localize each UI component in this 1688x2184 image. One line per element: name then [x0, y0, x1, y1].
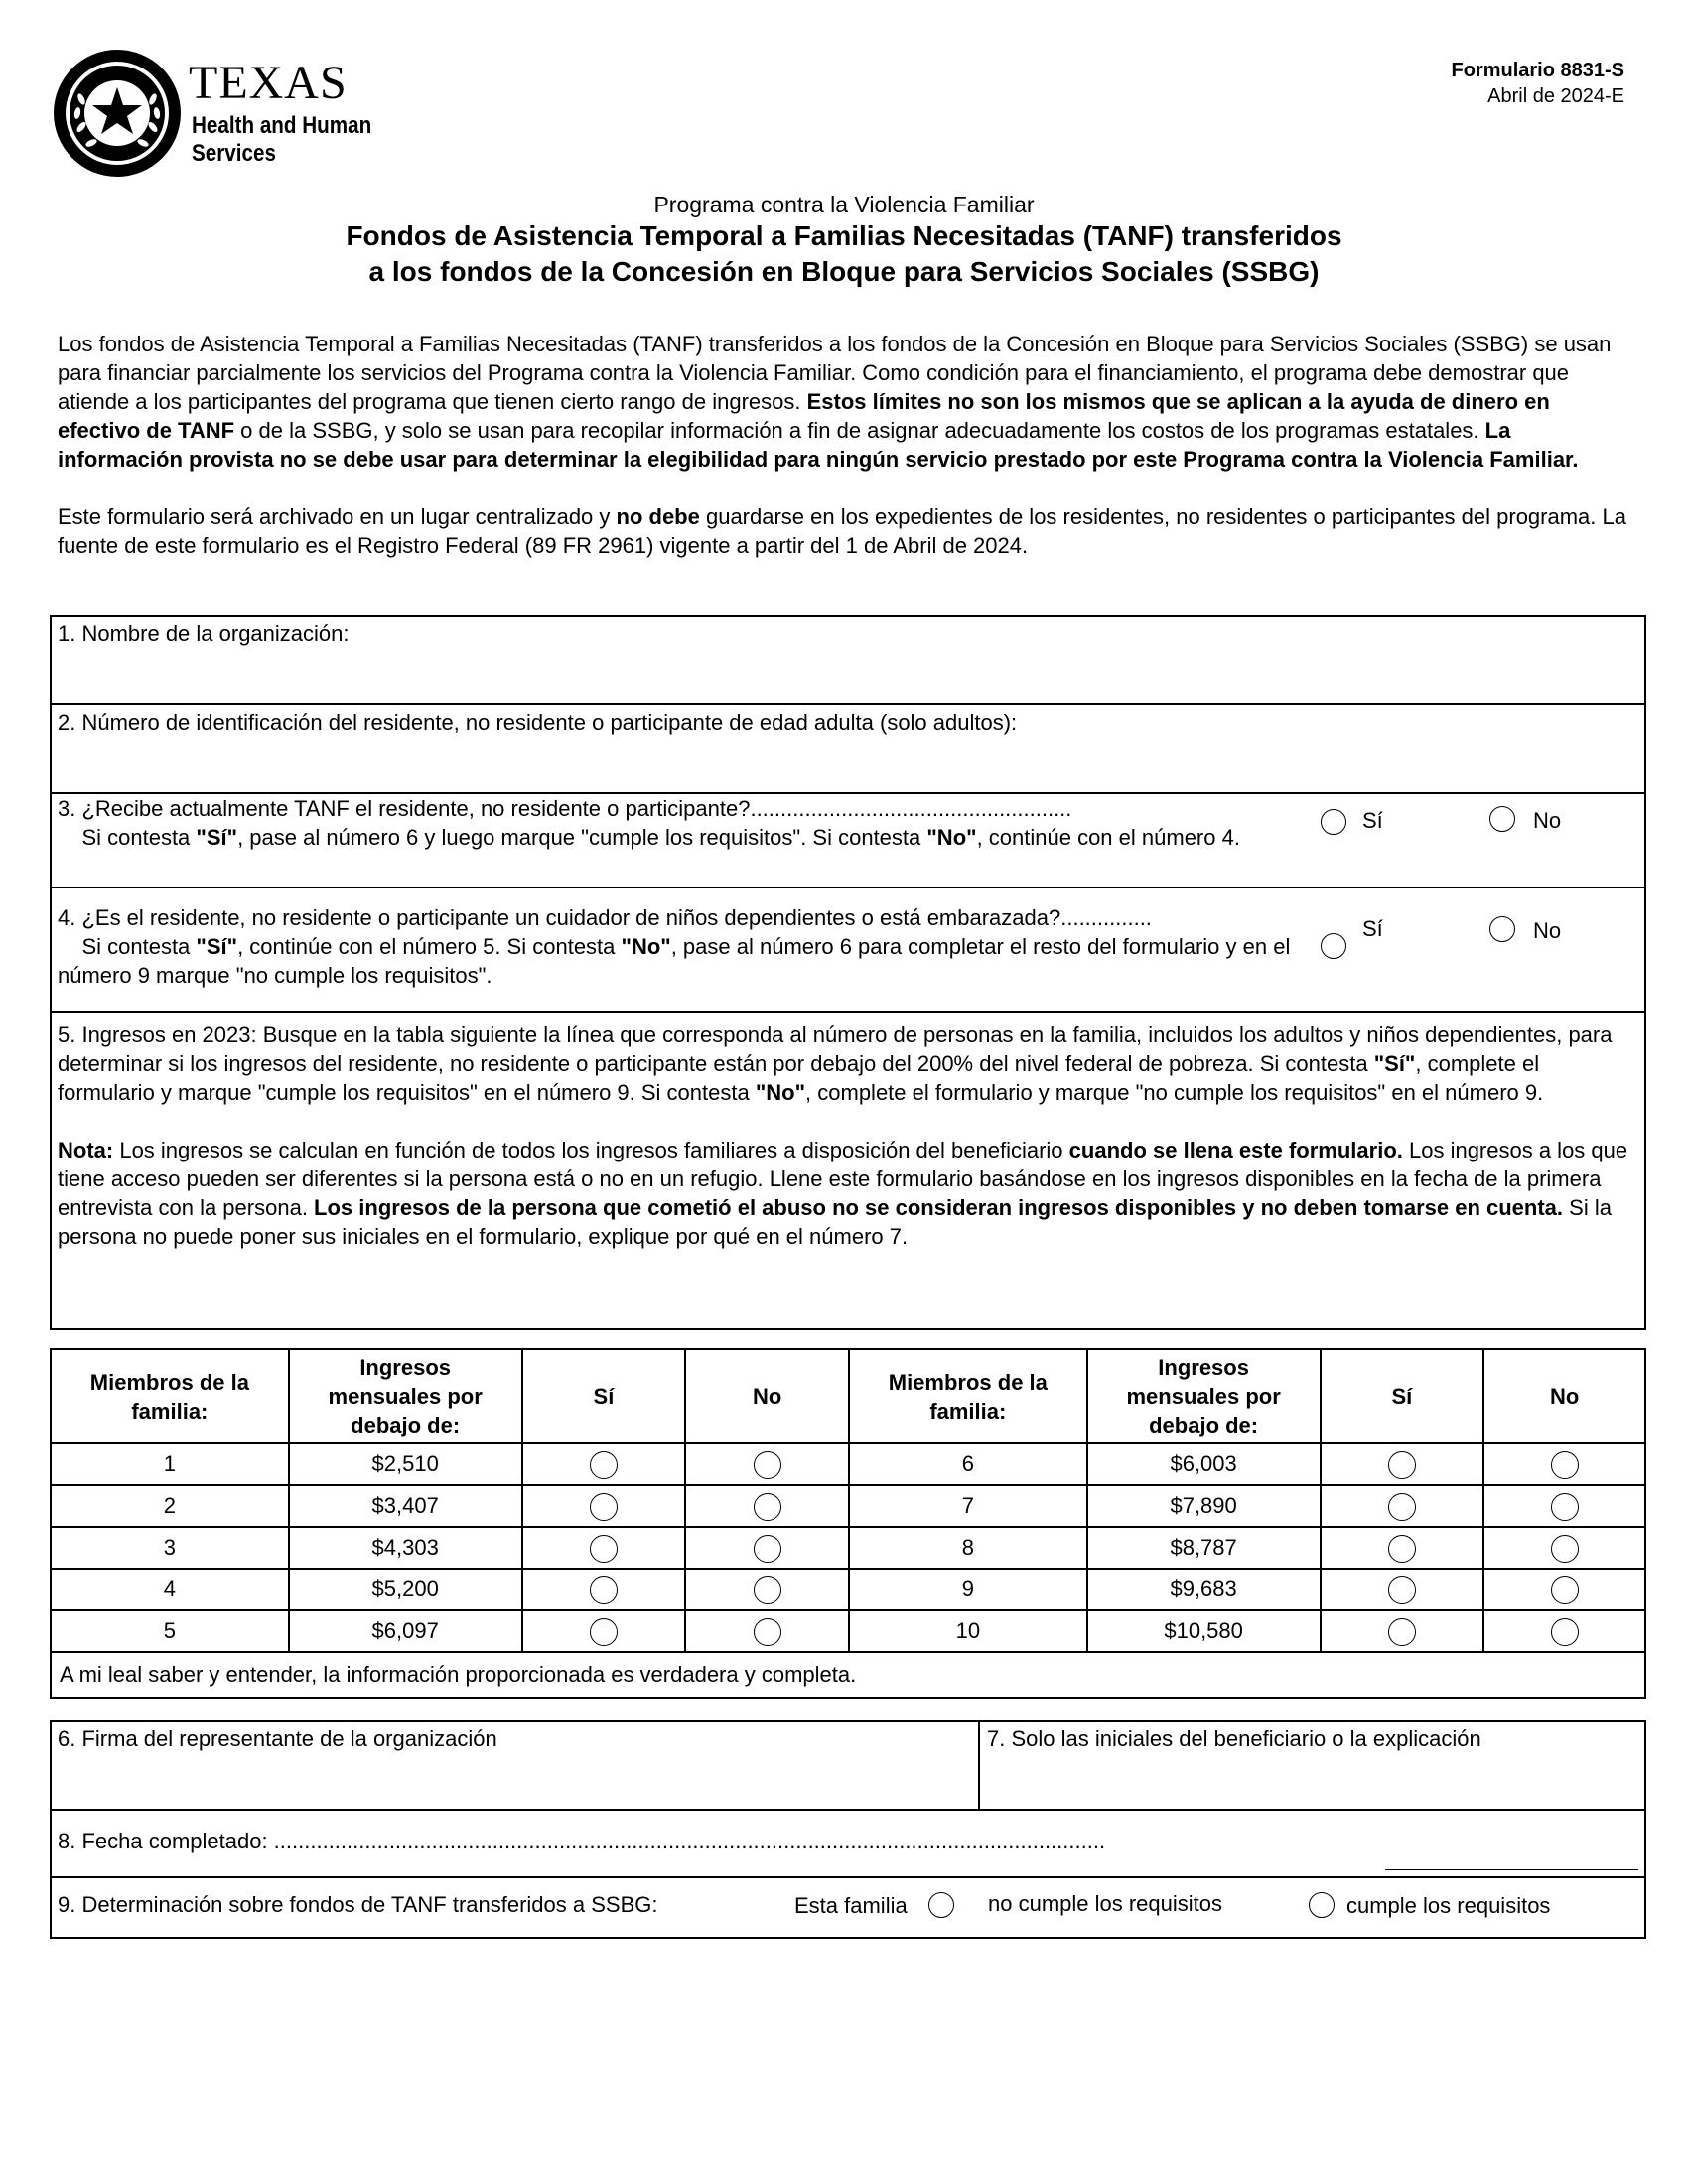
- income-cell: $2,510: [289, 1443, 522, 1485]
- intro-paragraph-2: [58, 502, 1636, 560]
- q5-no: "No": [755, 1080, 806, 1105]
- no-radio[interactable]: [754, 1576, 781, 1604]
- question-5: [58, 1021, 1642, 1251]
- field-1-label: 1. Nombre de la organización:: [58, 621, 350, 646]
- yes-cell: [1321, 1443, 1484, 1485]
- intro-p2-bold: no debe: [616, 504, 700, 529]
- q4-pre: Si contesta: [81, 934, 197, 959]
- divider: [50, 887, 1646, 888]
- yes-cell: [522, 1485, 686, 1527]
- field-signature[interactable]: [58, 1724, 971, 1804]
- q9-not-meet-label: no cumple los requisitos: [988, 1891, 1223, 1916]
- question-3-text: 3. ¿Recibe actualmente TANF el residente, no residente o participante?.....................................................: [58, 796, 1072, 821]
- attestation-row: [51, 1652, 1645, 1698]
- q4-si: "Sí": [196, 934, 238, 959]
- title-line-2: a los fondos de la Concesión en Bloque para Servicios Sociales (SSBG): [368, 256, 1320, 287]
- income-table-header: [51, 1349, 1645, 1443]
- spacer: [58, 1107, 1642, 1136]
- field-date-completed[interactable]: [58, 1827, 1378, 1855]
- yes-radio[interactable]: [1388, 1493, 1416, 1521]
- yes-cell: [522, 1527, 686, 1569]
- intro-p1-c: o de la SSBG, y solo se usan para recopilar información a fin de asignar adecuadamente los costos de los programas estatales.: [234, 418, 1485, 443]
- q4-no: "No": [621, 934, 671, 959]
- no-radio[interactable]: [1551, 1535, 1579, 1563]
- members-cell: 7: [849, 1485, 1087, 1527]
- yes-radio[interactable]: [1388, 1618, 1416, 1646]
- intro-p1-bold-2: La información provista no se debe usar para determinar la elegibilidad para ningún servicio prestado por este Programa contra la Violencia Familiar.: [58, 418, 1579, 472]
- field-initials[interactable]: [987, 1724, 1637, 1804]
- table-row: [51, 1527, 1645, 1569]
- income-cell: $7,890: [1087, 1485, 1321, 1527]
- field-2-label: 2. Número de identificación del residente, no residente o participante de edad adulta (solo adultos):: [58, 710, 1018, 735]
- no-radio[interactable]: [754, 1535, 781, 1563]
- members-cell: 4: [51, 1569, 289, 1610]
- income-cell: $5,200: [289, 1569, 522, 1610]
- no-radio[interactable]: [754, 1618, 781, 1646]
- no-cell: [685, 1610, 849, 1652]
- q9-family-label: Esta familia: [794, 1893, 908, 1918]
- no-cell: [1483, 1569, 1645, 1610]
- question-4: [58, 903, 1299, 990]
- field-participant-id[interactable]: [58, 708, 1636, 787]
- income-cell: $8,787: [1087, 1527, 1321, 1569]
- header-members: Miembros de la familia:: [51, 1349, 289, 1443]
- intro-p2-a: Este formulario será archivado en un lugar centralizado y: [58, 504, 617, 529]
- field-9-label: 9. Determinación sobre fondos de TANF transferidos a SSBG:: [58, 1892, 658, 1917]
- logo-sub-line-2: Services: [192, 140, 276, 167]
- income-cell: $10,580: [1087, 1610, 1321, 1652]
- income-table: [50, 1348, 1646, 1699]
- no-radio[interactable]: [754, 1451, 781, 1479]
- logo-subtitle: [192, 112, 371, 168]
- intro-paragraph-1: [58, 330, 1636, 474]
- q4-yes-radio[interactable]: [1321, 933, 1346, 959]
- field-6-label: 6. Firma del representante de la organización: [58, 1726, 497, 1751]
- date-underline: [1385, 1869, 1638, 1870]
- no-cell: [1483, 1527, 1645, 1569]
- title-line-1: Fondos de Asistencia Temporal a Familias Necesitadas (TANF) transferidos: [346, 220, 1342, 251]
- header-no: No: [1483, 1349, 1645, 1443]
- form-number: Formulario 8831-S: [1451, 60, 1624, 81]
- income-cell: $6,003: [1087, 1443, 1321, 1485]
- yes-cell: [1321, 1610, 1484, 1652]
- no-cell: [685, 1569, 849, 1610]
- header-yes: Sí: [522, 1349, 686, 1443]
- members-cell: 5: [51, 1610, 289, 1652]
- question-5-note: [58, 1136, 1642, 1251]
- note-c: Los ingresos a los que tiene acceso pueden ser diferentes si la persona está o no en un refugio. Llene este formulario basándose en los ingresos disponibles en la fecha de la primera entrevista con la persona.: [58, 1138, 1628, 1220]
- income-cell: $3,407: [289, 1485, 522, 1527]
- yes-radio[interactable]: [1388, 1535, 1416, 1563]
- q3-yes-label: Sí: [1362, 808, 1383, 833]
- q4-end: , pase al número 6 para completar el resto del formulario y en el número 9 marque "no cumple los requisitos".: [58, 934, 1291, 988]
- header-income: Ingresos mensuales por debajo de:: [1087, 1349, 1321, 1443]
- title-block: [0, 191, 1688, 290]
- q3-pre: Si contesta: [81, 825, 197, 850]
- question-5-text: [58, 1021, 1642, 1107]
- no-radio[interactable]: [1551, 1618, 1579, 1646]
- q3-no-label: No: [1533, 808, 1562, 833]
- q4-yes-label: Sí: [1362, 916, 1383, 941]
- no-cell: [685, 1527, 849, 1569]
- field-7-label: 7. Solo las iniciales del beneficiario o la explicación: [987, 1726, 1481, 1751]
- q3-no-radio[interactable]: [1489, 806, 1515, 832]
- divider: [50, 703, 1646, 705]
- no-radio[interactable]: [1551, 1576, 1579, 1604]
- members-cell: 1: [51, 1443, 289, 1485]
- note-a: Los ingresos se calculan en función de todos los ingresos familiares a disposición del beneficiario: [113, 1138, 1069, 1162]
- divider: [50, 1876, 1646, 1878]
- table-row: [51, 1610, 1645, 1652]
- divider: [978, 1720, 980, 1810]
- header-income: Ingresos mensuales por debajo de:: [289, 1349, 522, 1443]
- q5-si: "Sí": [1373, 1051, 1416, 1076]
- members-cell: 9: [849, 1569, 1087, 1610]
- yes-cell: [1321, 1485, 1484, 1527]
- header-yes: Sí: [1321, 1349, 1484, 1443]
- yes-cell: [1321, 1569, 1484, 1610]
- yes-radio[interactable]: [590, 1576, 618, 1604]
- q5-b: , complete el formulario y marque "cumple los requisitos" en el número 9. Si contesta: [58, 1051, 1540, 1105]
- header-no: No: [685, 1349, 849, 1443]
- note-e: Si la persona no puede poner sus iniciales en el formulario, explique por qué en el número 7.: [58, 1195, 1612, 1249]
- form-date: Abril de 2024-E: [1487, 85, 1624, 107]
- divider: [50, 1809, 1646, 1811]
- intro-p1-bold-1: Estos límites no son los mismos que se aplican a la ayuda de dinero en efectivo de TANF: [58, 389, 1550, 443]
- yes-radio[interactable]: [1388, 1576, 1416, 1604]
- intro-p1-a: Los fondos de Asistencia Temporal a Familias Necesitadas (TANF) transferidos a los fondos de la Concesión en Bloque para Servicios Sociales (SSBG) se usan para financiar parcialmente los servicios del Programa contra la Violencia Familiar. Como condición para el financiamiento, el programa debe demostrar que atiende a los participantes del programa que tienen cierto rango de ingresos.: [58, 332, 1612, 414]
- logo-word: TEXAS: [189, 57, 348, 109]
- no-cell: [1483, 1610, 1645, 1652]
- q5-a: 5. Ingresos en 2023: Busque en la tabla siguiente la línea que corresponda al número de personas en la familia, incluidos los adultos y niños dependientes, para determinar si los ingresos del residente, no residente o participante están por debajo del 200% del nivel federal de pobreza. Si contesta: [58, 1023, 1613, 1076]
- field-8-label: 8. Fecha completado: .........................................................................................................................................: [58, 1829, 1106, 1853]
- no-radio[interactable]: [1551, 1451, 1579, 1479]
- table-row: [51, 1485, 1645, 1527]
- q5-c: , complete el formulario y marque "no cumple los requisitos" en el número 9.: [805, 1080, 1544, 1105]
- yes-cell: [522, 1443, 686, 1485]
- note-label: Nota:: [58, 1138, 114, 1162]
- yes-radio[interactable]: [590, 1451, 618, 1479]
- members-cell: 6: [849, 1443, 1087, 1485]
- q3-no: "No": [926, 825, 977, 850]
- income-cell: $9,683: [1087, 1569, 1321, 1610]
- question-4-instructions: [58, 932, 1299, 990]
- q3-end: , continúe con el número 4.: [976, 825, 1240, 850]
- income-cell: $4,303: [289, 1527, 522, 1569]
- yes-cell: [1321, 1527, 1484, 1569]
- members-cell: 8: [849, 1527, 1087, 1569]
- table-row: [51, 1569, 1645, 1610]
- q3-yes-radio[interactable]: [1321, 809, 1346, 835]
- yes-radio[interactable]: [1388, 1451, 1416, 1479]
- note-b: cuando se llena este formulario.: [1068, 1138, 1403, 1162]
- members-cell: 3: [51, 1527, 289, 1569]
- q4-no-label: No: [1533, 918, 1562, 943]
- no-cell: [685, 1443, 849, 1485]
- q4-no-radio[interactable]: [1489, 916, 1515, 942]
- note-d: Los ingresos de la persona que cometió el abuso no se consideran ingresos disponibles y no deben tomarse en cuenta.: [314, 1195, 1564, 1220]
- intro-text: [58, 330, 1636, 589]
- q4-mid: , continúe con el número 5. Si contesta: [237, 934, 622, 959]
- yes-radio[interactable]: [590, 1535, 618, 1563]
- divider: [50, 1011, 1646, 1013]
- table-row: [51, 1443, 1645, 1485]
- yes-cell: [522, 1569, 686, 1610]
- no-cell: [685, 1485, 849, 1527]
- question-3-instructions: [58, 823, 1299, 852]
- q9-meet-label: cumple los requisitos: [1346, 1893, 1551, 1918]
- yes-radio[interactable]: [590, 1493, 618, 1521]
- intro-p2-c: guardarse en los expedientes de los residentes, no residentes o participantes del programa. La fuente de este formulario es el Registro Federal (89 FR 2961) vigente a partir del 1 de Abril de 2024.: [58, 504, 1626, 558]
- yes-cell: [522, 1610, 686, 1652]
- form-identifier: [1451, 58, 1624, 109]
- no-radio[interactable]: [754, 1493, 781, 1521]
- yes-radio[interactable]: [590, 1618, 618, 1646]
- q3-mid: , pase al número 6 y luego marque "cumple los requisitos". Si contesta: [237, 825, 927, 850]
- q9-meet-radio[interactable]: [1309, 1892, 1335, 1918]
- q3-si: "Sí": [196, 825, 238, 850]
- field-organization-name[interactable]: [58, 619, 1636, 699]
- no-radio[interactable]: [1551, 1493, 1579, 1521]
- members-cell: 10: [849, 1610, 1087, 1652]
- texas-hhs-seal-icon: [52, 48, 183, 179]
- income-cell: $6,097: [289, 1610, 522, 1652]
- attestation-text: A mi leal saber y entender, la información proporcionada es verdadera y completa.: [51, 1652, 1645, 1698]
- question-3: [58, 794, 1299, 852]
- no-cell: [1483, 1443, 1645, 1485]
- logo-sub-line-1: Health and Human: [192, 112, 372, 139]
- no-cell: [1483, 1485, 1645, 1527]
- q9-not-meet-radio[interactable]: [928, 1892, 954, 1918]
- members-cell: 2: [51, 1485, 289, 1527]
- header-members: Miembros de la familia:: [849, 1349, 1087, 1443]
- question-4-text: 4. ¿Es el residente, no residente o participante un cuidador de niños dependientes o está embarazada?...............: [58, 905, 1152, 930]
- program-name: Programa contra la Violencia Familiar: [653, 192, 1035, 217]
